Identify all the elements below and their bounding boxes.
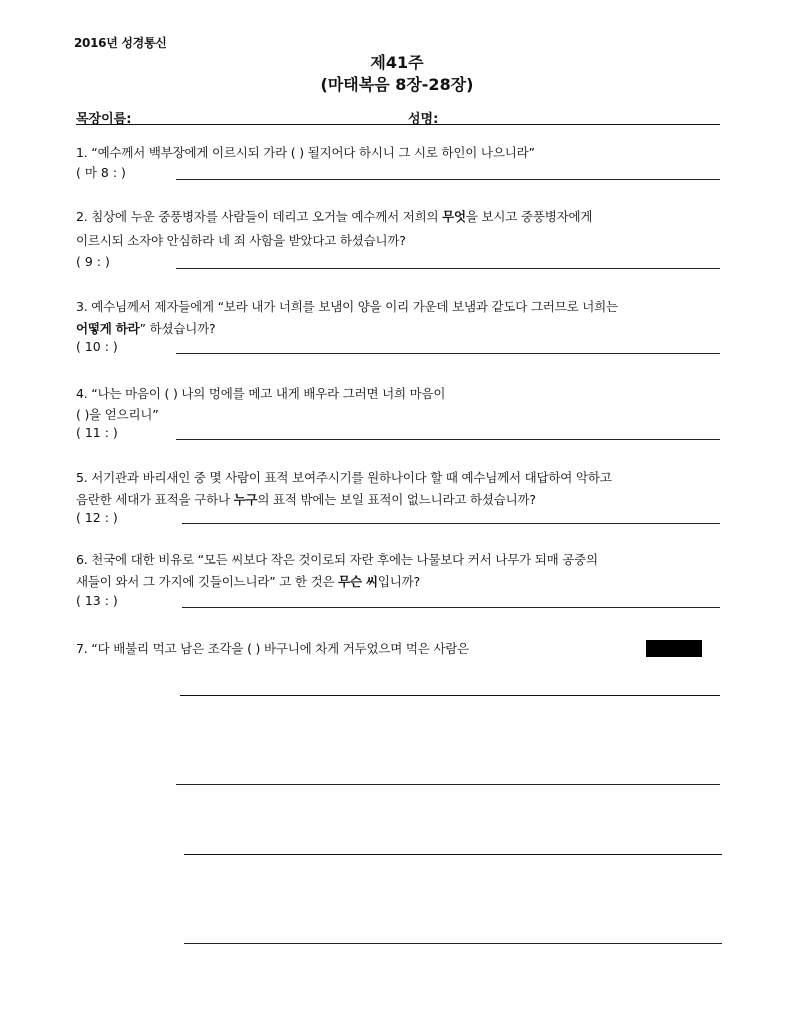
question-4-reference: ( 11 : ) [76, 425, 118, 440]
question-4-answer-line[interactable] [176, 439, 720, 440]
question-5-text-line2: 음란한 세대가 표적을 구하나 누구의 표적 밖에는 보일 표적이 없느니라고 하셨습니까? [76, 492, 536, 507]
signature-field-label: 성명: [408, 112, 439, 127]
page-subtitle: (마태복음 8장-28장) [320, 75, 474, 94]
question-2-text-line2: 이르시되 소자야 안심하라 네 죄 사함을 받았다고 하셨습니까? [76, 233, 406, 248]
question-3-keyword: 어떻게 하라 [76, 321, 140, 336]
question-6-reference: ( 13 : ) [76, 593, 118, 608]
question-3-answer-line[interactable] [176, 353, 720, 354]
question-7-text: 7. “다 배불리 먹고 남은 조각을 ( ) 바구니에 차게 거두었으며 먹은 사람은 [76, 641, 470, 656]
name-field-label: 목장이름: [76, 112, 132, 127]
question-2-reference: ( 9 : ) [76, 254, 110, 269]
question-3-text-line1: 3. 예수님께서 제자들에게 “보라 내가 너희를 보냄이 양을 이리 가운데 보냄과 같도다 그러므로 너희는 [76, 299, 618, 314]
question-3-text-line2: 어떻게 하라” 하셨습니까? [76, 321, 216, 336]
answer-line-2[interactable] [176, 784, 720, 785]
question-2-keyword: 무엇 [442, 209, 466, 224]
question-1-text: 1. “예수께서 백부장에게 이르시되 가라 ( ) 될지어다 하시니 그 시로 하인이 나으니라” [76, 145, 535, 160]
question-5-reference: ( 12 : ) [76, 510, 118, 525]
question-6-text-line1: 6. 천국에 대한 비유로 “모든 씨보다 작은 것이로되 자란 후에는 나물보다 커서 나무가 되매 공중의 [76, 552, 598, 567]
document-header-label: 2016년 성경통신 [74, 36, 167, 50]
question-5-answer-line[interactable] [182, 523, 720, 524]
question-4-text-line2: ( )을 얻으리니” [76, 407, 159, 422]
question-5-keyword: 누구 [233, 492, 258, 507]
question-6-keyword: 무슨 씨 [338, 574, 378, 589]
question-4-text-line1: 4. “나는 마음이 ( ) 나의 멍에를 메고 내게 배우라 그러면 너희 마음이 [76, 386, 446, 401]
question-1-reference: ( 마 8 : ) [76, 165, 126, 180]
question-3-reference: ( 10 : ) [76, 339, 118, 354]
answer-line-4[interactable] [184, 943, 722, 944]
answer-line-3[interactable] [184, 854, 722, 855]
name-signature-underline [76, 124, 720, 125]
page-title: 제41주 [370, 53, 424, 72]
question-5-text-line1: 5. 서기관과 바리새인 중 몇 사람이 표적 보여주시기를 원하나이다 할 때 예수님께서 대답하여 악하고 [76, 470, 612, 485]
redaction-block [646, 640, 702, 657]
question-6-answer-line[interactable] [182, 607, 720, 608]
answer-line-1[interactable] [180, 695, 720, 696]
question-2-answer-line[interactable] [176, 268, 720, 269]
question-2-text-line1: 2. 침상에 누운 중풍병자를 사람들이 데리고 오거늘 예수께서 저희의 무엇을 보시고 중풍병자에게 [76, 209, 593, 224]
question-1-answer-line[interactable] [176, 179, 720, 180]
question-6-text-line2: 새들이 와서 그 가지에 깃들이느니라” 고 한 것은 무슨 씨입니까? [76, 574, 420, 589]
